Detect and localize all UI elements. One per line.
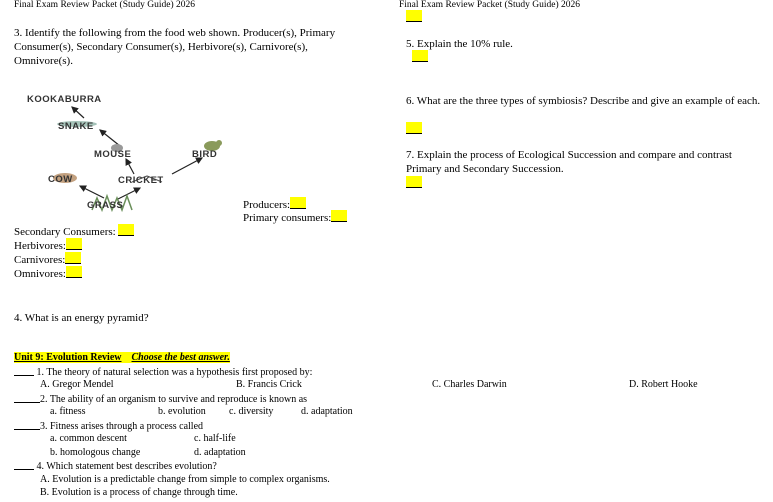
mc-1-option-b[interactable]: B. Francis Crick	[236, 379, 302, 390]
herbivores-field	[14, 238, 82, 253]
question-4: 4. What is an energy pyramid?	[14, 312, 149, 324]
answer-line[interactable]	[14, 459, 34, 470]
carnivores-label: Carnivores:	[14, 254, 66, 266]
food-web-kookaburra: KOOKABURRA	[27, 94, 102, 105]
food-web-mouse: MOUSE	[94, 149, 132, 160]
answer-line[interactable]	[14, 392, 40, 403]
mc-3-option-b[interactable]: b. homologous change	[50, 447, 141, 458]
mc-4-option-b[interactable]: B. Evolution is a process of change through time.	[40, 487, 238, 498]
carnivores-blank[interactable]	[65, 252, 81, 264]
omnivores-label: Omnivores:	[14, 268, 66, 280]
mc-1-option-a[interactable]: A. Gregor Mendel	[40, 379, 114, 390]
mc-2-option-d[interactable]: d. adaptation	[301, 406, 353, 417]
answer-blank[interactable]	[406, 10, 422, 22]
food-web-cow: COW	[48, 174, 73, 185]
omnivores-blank[interactable]	[66, 266, 82, 278]
question-7-blank[interactable]	[406, 176, 422, 188]
answer-line[interactable]	[14, 365, 34, 376]
secondary-consumers-label: Secondary Consumers:	[14, 226, 119, 238]
question-5: 5. Explain the 10% rule.	[406, 38, 513, 50]
primary-consumers-blank[interactable]	[331, 210, 347, 222]
food-web-grass: GRASS	[87, 200, 124, 211]
mc-1-option-c[interactable]: C. Charles Darwin	[432, 379, 507, 390]
primary-consumers-label: Primary consumers:	[243, 212, 332, 224]
herbivores-label: Herbivores:	[14, 240, 66, 252]
mc-4-option-a[interactable]: A. Evolution is a predictable change from simple to complex organisms.	[40, 474, 330, 485]
primary-consumers-field	[243, 210, 347, 225]
mc-2-option-a[interactable]: a. fitness	[50, 406, 86, 417]
food-web-snake: SNAKE	[58, 121, 94, 132]
producers-label: Producers:	[243, 199, 291, 211]
mc-question-3	[14, 419, 203, 433]
question-6-blank[interactable]	[406, 122, 422, 134]
herbivores-blank[interactable]	[66, 238, 82, 250]
page-header-right: Final Exam Review Packet (Study Guide) 2026	[399, 0, 580, 10]
unit-9-heading	[14, 351, 230, 364]
secondary-consumers-field	[14, 224, 134, 239]
mc-question-1	[14, 365, 312, 379]
question-3: 3. Identify the following from the food web shown. Producer(s), Primary Consumer(s), Secondary Consumer(s), Herbivore(s), Carnivore(s), Omnivore(s).	[14, 27, 336, 67]
mc-2-option-b[interactable]: b. evolution	[158, 406, 206, 417]
mc-question-1-stem: 1. The theory of natural selection was a hypothesis first proposed by:	[36, 367, 313, 378]
carnivores-field	[14, 252, 81, 267]
food-web-cricket: CRICKET	[118, 175, 164, 186]
secondary-consumers-blank[interactable]	[118, 224, 134, 236]
omnivores-field	[14, 266, 82, 281]
page-header-left: Final Exam Review Packet (Study Guide) 2026	[14, 0, 195, 10]
unit-9-title: Unit 9: Evolution Review	[14, 352, 122, 363]
mc-1-option-d[interactable]: D. Robert Hooke	[629, 379, 698, 390]
producers-blank[interactable]	[290, 197, 306, 209]
question-6: 6. What are the three types of symbiosis? Describe and give an example of each.	[406, 95, 761, 107]
mc-2-option-c[interactable]: c. diversity	[229, 406, 274, 417]
mc-question-2	[14, 392, 307, 406]
question-7: 7. Explain the process of Ecological Succession and compare and contrast Primary and Secondary Succession.	[406, 149, 732, 175]
mc-question-2-stem: 2. The ability of an organism to survive and reproduce is known as	[40, 394, 308, 405]
mc-3-option-a[interactable]: a. common descent	[50, 433, 127, 444]
food-web-diagram	[22, 86, 237, 214]
mc-3-option-d[interactable]: d. adaptation	[194, 447, 246, 458]
answer-line[interactable]	[14, 419, 40, 430]
mc-3-option-c[interactable]: c. half-life	[194, 433, 236, 444]
mc-question-3-stem: 3. Fitness arises through a process called	[40, 421, 204, 432]
mc-question-4	[14, 459, 217, 473]
food-web-bird: BIRD	[192, 149, 218, 160]
unit-9-instruction: Choose the best answer.	[131, 352, 230, 363]
mc-question-4-stem: 4. Which statement best describes evolution?	[36, 461, 217, 472]
question-5-blank[interactable]	[412, 50, 428, 62]
